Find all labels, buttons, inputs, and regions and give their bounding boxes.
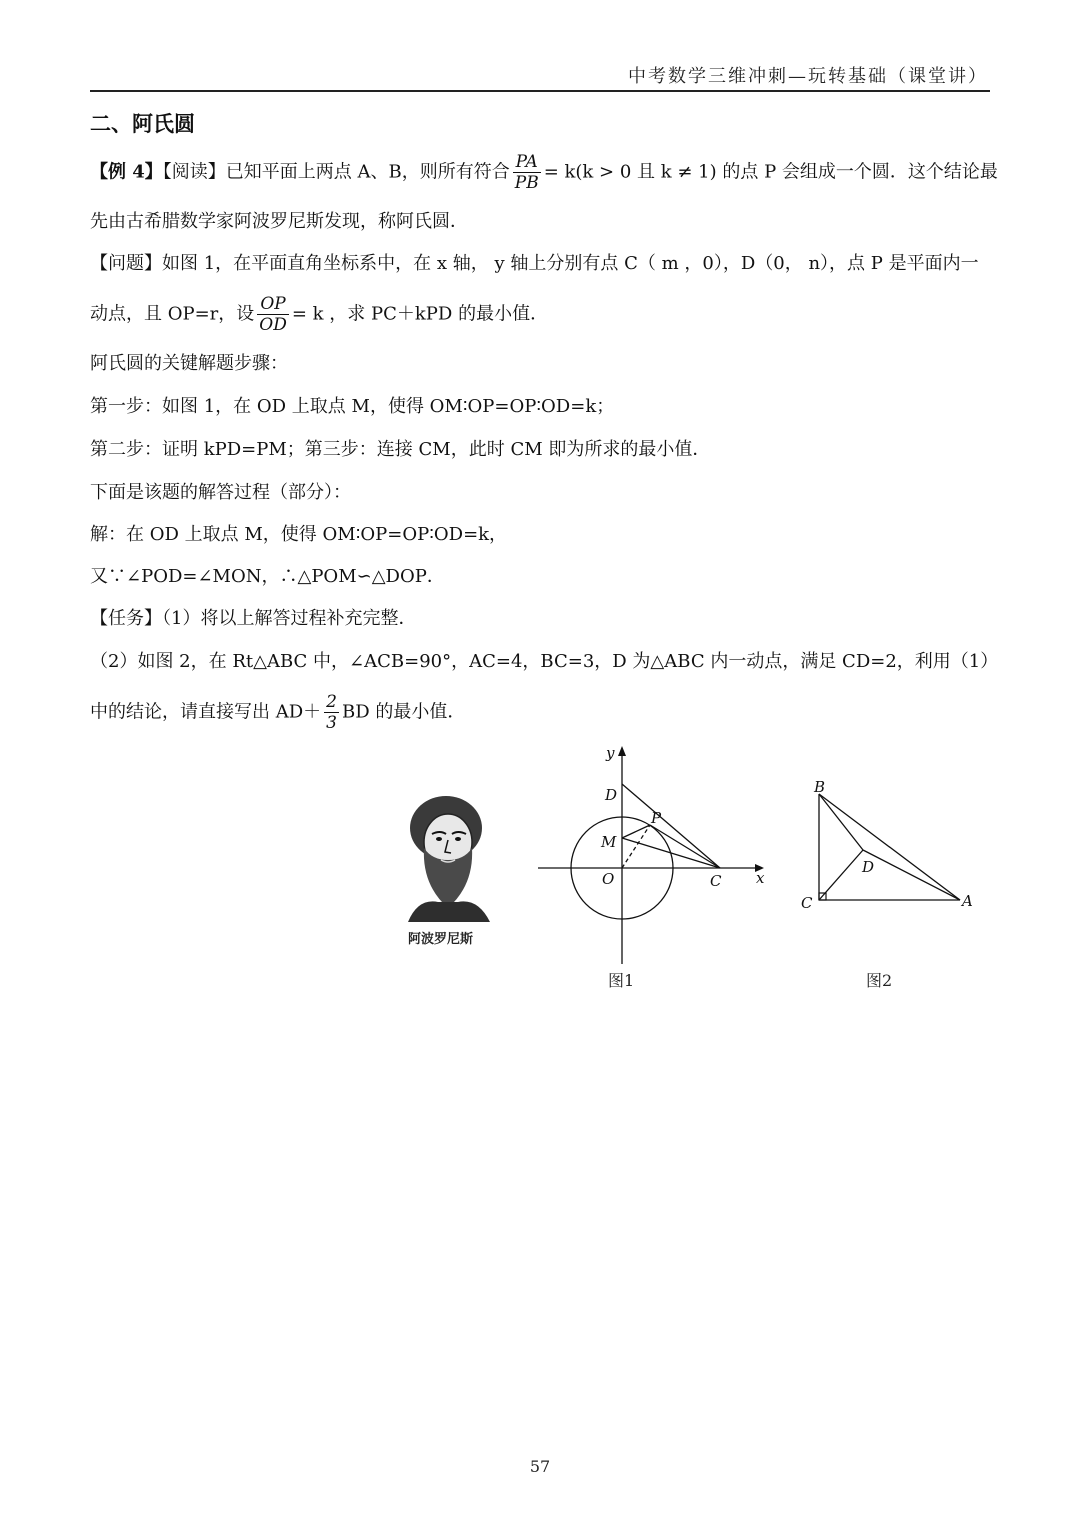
fraction-pa-pb [513, 152, 541, 193]
fraction-numerator: PA [513, 152, 541, 173]
portrait-eye-left [436, 837, 442, 841]
label-d: D [605, 786, 618, 804]
portrait-shoulders [408, 901, 490, 922]
segment-ab [819, 794, 960, 900]
fraction-denominator: 3 [326, 713, 337, 733]
question-text: 如图 1，在平面直角坐标系中，在 x 轴， y 轴上分别有点 C（ m ，0），D（0， n），点 P 是平面内一 [162, 253, 979, 274]
figure-2-caption: 图2 [866, 971, 893, 990]
label-c: C [801, 894, 813, 912]
label-o: O [602, 870, 615, 888]
y-axis-arrow [618, 746, 626, 756]
portrait-caption: 阿波罗尼斯 [408, 932, 474, 947]
segment-mc [622, 838, 720, 868]
example-text-a: 已知平面上两点 A、B，则所有符合 [225, 161, 510, 183]
fraction-denominator: OD [259, 315, 287, 335]
solution-line-1: 解：在 OD 上取点 M，使得 OM∶OP=OP∶OD=k， [90, 524, 508, 545]
steps-title: 阿氏圆的关键解题步骤： [90, 353, 288, 374]
apollonius-portrait [398, 790, 498, 925]
label-d: D [862, 858, 875, 876]
example-text-b: = k(k > 0 且 k ≠ 1) 的点 P 会组成一个圆．这个结论最 [543, 161, 998, 183]
fraction-2-3 [324, 692, 339, 733]
header-rule [90, 90, 990, 92]
task-part-2-line-2 [90, 692, 990, 733]
header-title: 中考数学三维冲刺—玩转基础（课堂讲） [628, 66, 988, 87]
question-line-1 [90, 250, 990, 278]
example-tag: 【例 4】 [90, 161, 163, 183]
portrait-eye-right [455, 837, 461, 841]
label-m: M [601, 833, 617, 851]
label-b: B [814, 778, 826, 796]
fraction-denominator: PB [514, 173, 539, 193]
segment-pc [650, 825, 720, 868]
label-x: x [756, 869, 765, 887]
page-number: 57 [529, 1457, 551, 1476]
read-tag: 【阅读】 [162, 161, 226, 183]
figure-2 [795, 772, 985, 917]
fraction-numerator: OP [257, 294, 289, 315]
solution-intro: 下面是该题的解答过程（部分）： [90, 482, 351, 503]
task-part-2-line-1: （2）如图 2，在 Rt△ABC 中，∠ACB=90°，AC=4，BC=3，D 为△ABC 内一动点，满足 CD=2，利用（1） [90, 651, 999, 672]
figure-1 [530, 742, 780, 967]
label-c: C [710, 872, 722, 890]
question-text-a: 动点，且 OP=r，设 [90, 303, 255, 325]
question-text-b: = k ，求 PC＋kPD 的最小值． [291, 303, 549, 325]
example-line-1 [90, 152, 998, 193]
task-part-1 [90, 605, 990, 633]
label-p: P [651, 809, 662, 827]
section-title: 二、阿氏圆 [90, 112, 195, 136]
step-1: 第一步：如图 1，在 OD 上取点 M，使得 OM∶OP=OP∶OD=k； [90, 396, 615, 417]
task-tag: 【任务】 [90, 608, 162, 629]
question-tag: 【问题】 [90, 253, 162, 274]
task-text-a: 中的结论，请直接写出 AD＋ [90, 701, 322, 723]
label-a: A [962, 892, 973, 910]
fraction-numerator: 2 [326, 692, 337, 712]
solution-line-2: 又∵∠POD=∠MON，∴△POM∽△DOP． [90, 566, 445, 587]
figure-1-caption: 图1 [608, 971, 635, 990]
question-line-2 [90, 294, 990, 335]
task-text-b: BD 的最小值． [341, 701, 466, 723]
example-line-2: 先由古希腊数学家阿波罗尼斯发现，称阿氏圆． [90, 211, 468, 232]
fraction-op-od [257, 294, 289, 335]
label-y: y [606, 744, 615, 762]
segment-ad [863, 850, 960, 900]
task-part-1-text: （1）将以上解答过程补充完整． [162, 608, 417, 629]
step-2: 第二步：证明 kPD=PM；第三步：连接 CM，此时 CM 即为所求的最小值． [90, 439, 711, 460]
